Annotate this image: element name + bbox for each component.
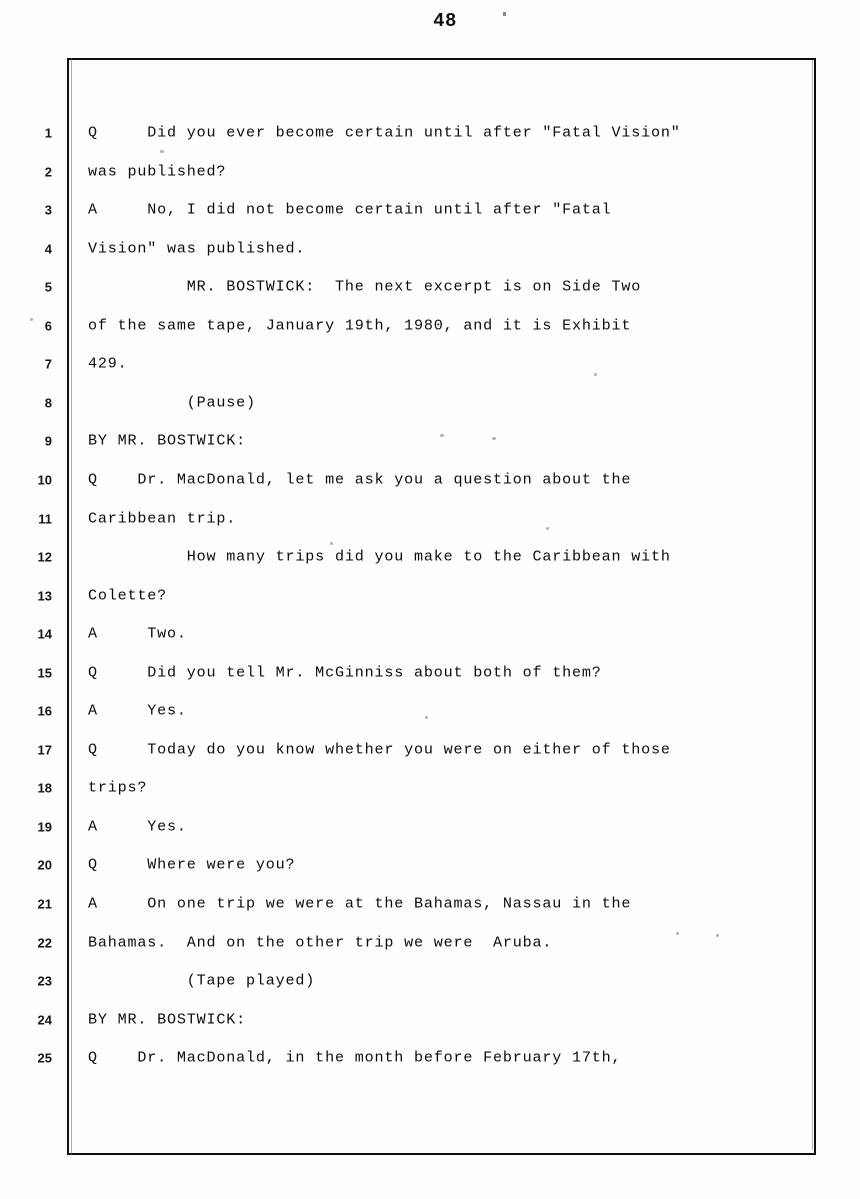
scan-speck	[492, 437, 496, 440]
transcript-line: BY MR. BOSTWICK:	[88, 431, 247, 450]
scan-speck	[594, 373, 597, 376]
transcript-line: Caribbean trip.	[88, 508, 237, 527]
line-number: 1	[44, 125, 52, 141]
line-number: 19	[37, 819, 52, 835]
transcript-line: A On one trip we were at the Bahamas, Nassau in the	[88, 894, 632, 913]
transcript-line: (Tape played)	[88, 971, 316, 990]
transcript-line: A Yes.	[88, 701, 187, 720]
transcript-line: Q Dr. MacDonald, let me ask you a question about the	[88, 470, 632, 489]
scan-speck	[160, 150, 164, 153]
scan-speck	[425, 716, 428, 719]
scan-speck	[546, 527, 549, 530]
line-number: 12	[37, 549, 52, 565]
scan-speck	[503, 12, 506, 16]
scan-speck	[716, 934, 719, 937]
line-number: 24	[37, 1012, 52, 1028]
transcript-line: was published?	[88, 162, 227, 180]
line-number: 7	[44, 356, 52, 372]
line-number: 25	[37, 1050, 52, 1066]
line-number: 23	[37, 973, 52, 989]
transcript-line: A Yes.	[88, 817, 187, 836]
transcript-text-body	[88, 58, 816, 1155]
line-number: 6	[44, 318, 52, 334]
line-number: 22	[37, 935, 52, 951]
transcript-line: BY MR. BOSTWICK:	[88, 1010, 247, 1029]
transcript-line: Q Where were you?	[88, 855, 296, 874]
transcript-line: A Two.	[88, 624, 187, 643]
transcript-line: Q Today do you know whether you were on either of those	[88, 740, 671, 759]
frame-left-rule	[67, 58, 69, 1155]
line-number: 3	[44, 202, 52, 218]
transcript-line: Bahamas. And on the other trip we were Aruba.	[88, 933, 553, 951]
transcript-line: Q Dr. MacDonald, in the month before February 17th,	[88, 1048, 622, 1067]
line-number: 14	[37, 626, 52, 642]
frame-left-rule-secondary	[71, 58, 72, 1155]
transcript-line: Colette?	[88, 586, 168, 605]
line-number: 15	[37, 665, 52, 681]
line-number: 11	[38, 511, 52, 526]
line-number: 5	[44, 279, 52, 295]
transcript-line: Q Did you ever become certain until after "Fatal Vision"	[88, 123, 681, 142]
line-number: 8	[44, 395, 52, 411]
line-number-gutter	[0, 58, 52, 1155]
transcript-line: Vision" was published.	[88, 239, 306, 258]
line-number: 18	[37, 780, 52, 796]
scan-speck	[330, 542, 333, 545]
line-number: 17	[37, 742, 52, 758]
line-number: 16	[37, 703, 52, 719]
transcript-line: A No, I did not become certain until after "Fatal	[88, 200, 612, 219]
scan-speck	[440, 434, 444, 437]
transcript-line: How many trips did you make to the Caribbean with	[88, 547, 671, 566]
transcript-line: Q Did you tell Mr. McGinniss about both of them?	[88, 663, 602, 682]
line-number: 2	[44, 164, 52, 180]
page-number: 48	[433, 10, 457, 32]
transcript-line: (Pause)	[88, 393, 256, 412]
scan-speck	[30, 318, 33, 321]
line-number: 9	[44, 433, 52, 449]
transcript-line: of the same tape, January 19th, 1980, and it is Exhibit	[88, 316, 632, 335]
line-number: 21	[37, 896, 52, 912]
line-number: 10	[37, 472, 52, 488]
line-number: 4	[44, 241, 52, 257]
line-number: 20	[37, 857, 52, 873]
transcript-line: MR. BOSTWICK: The next excerpt is on Side Two	[88, 277, 642, 296]
transcript-line: 429.	[88, 354, 128, 373]
transcript-line: trips?	[88, 778, 148, 797]
scan-speck	[676, 932, 679, 935]
line-number: 13	[37, 588, 52, 604]
